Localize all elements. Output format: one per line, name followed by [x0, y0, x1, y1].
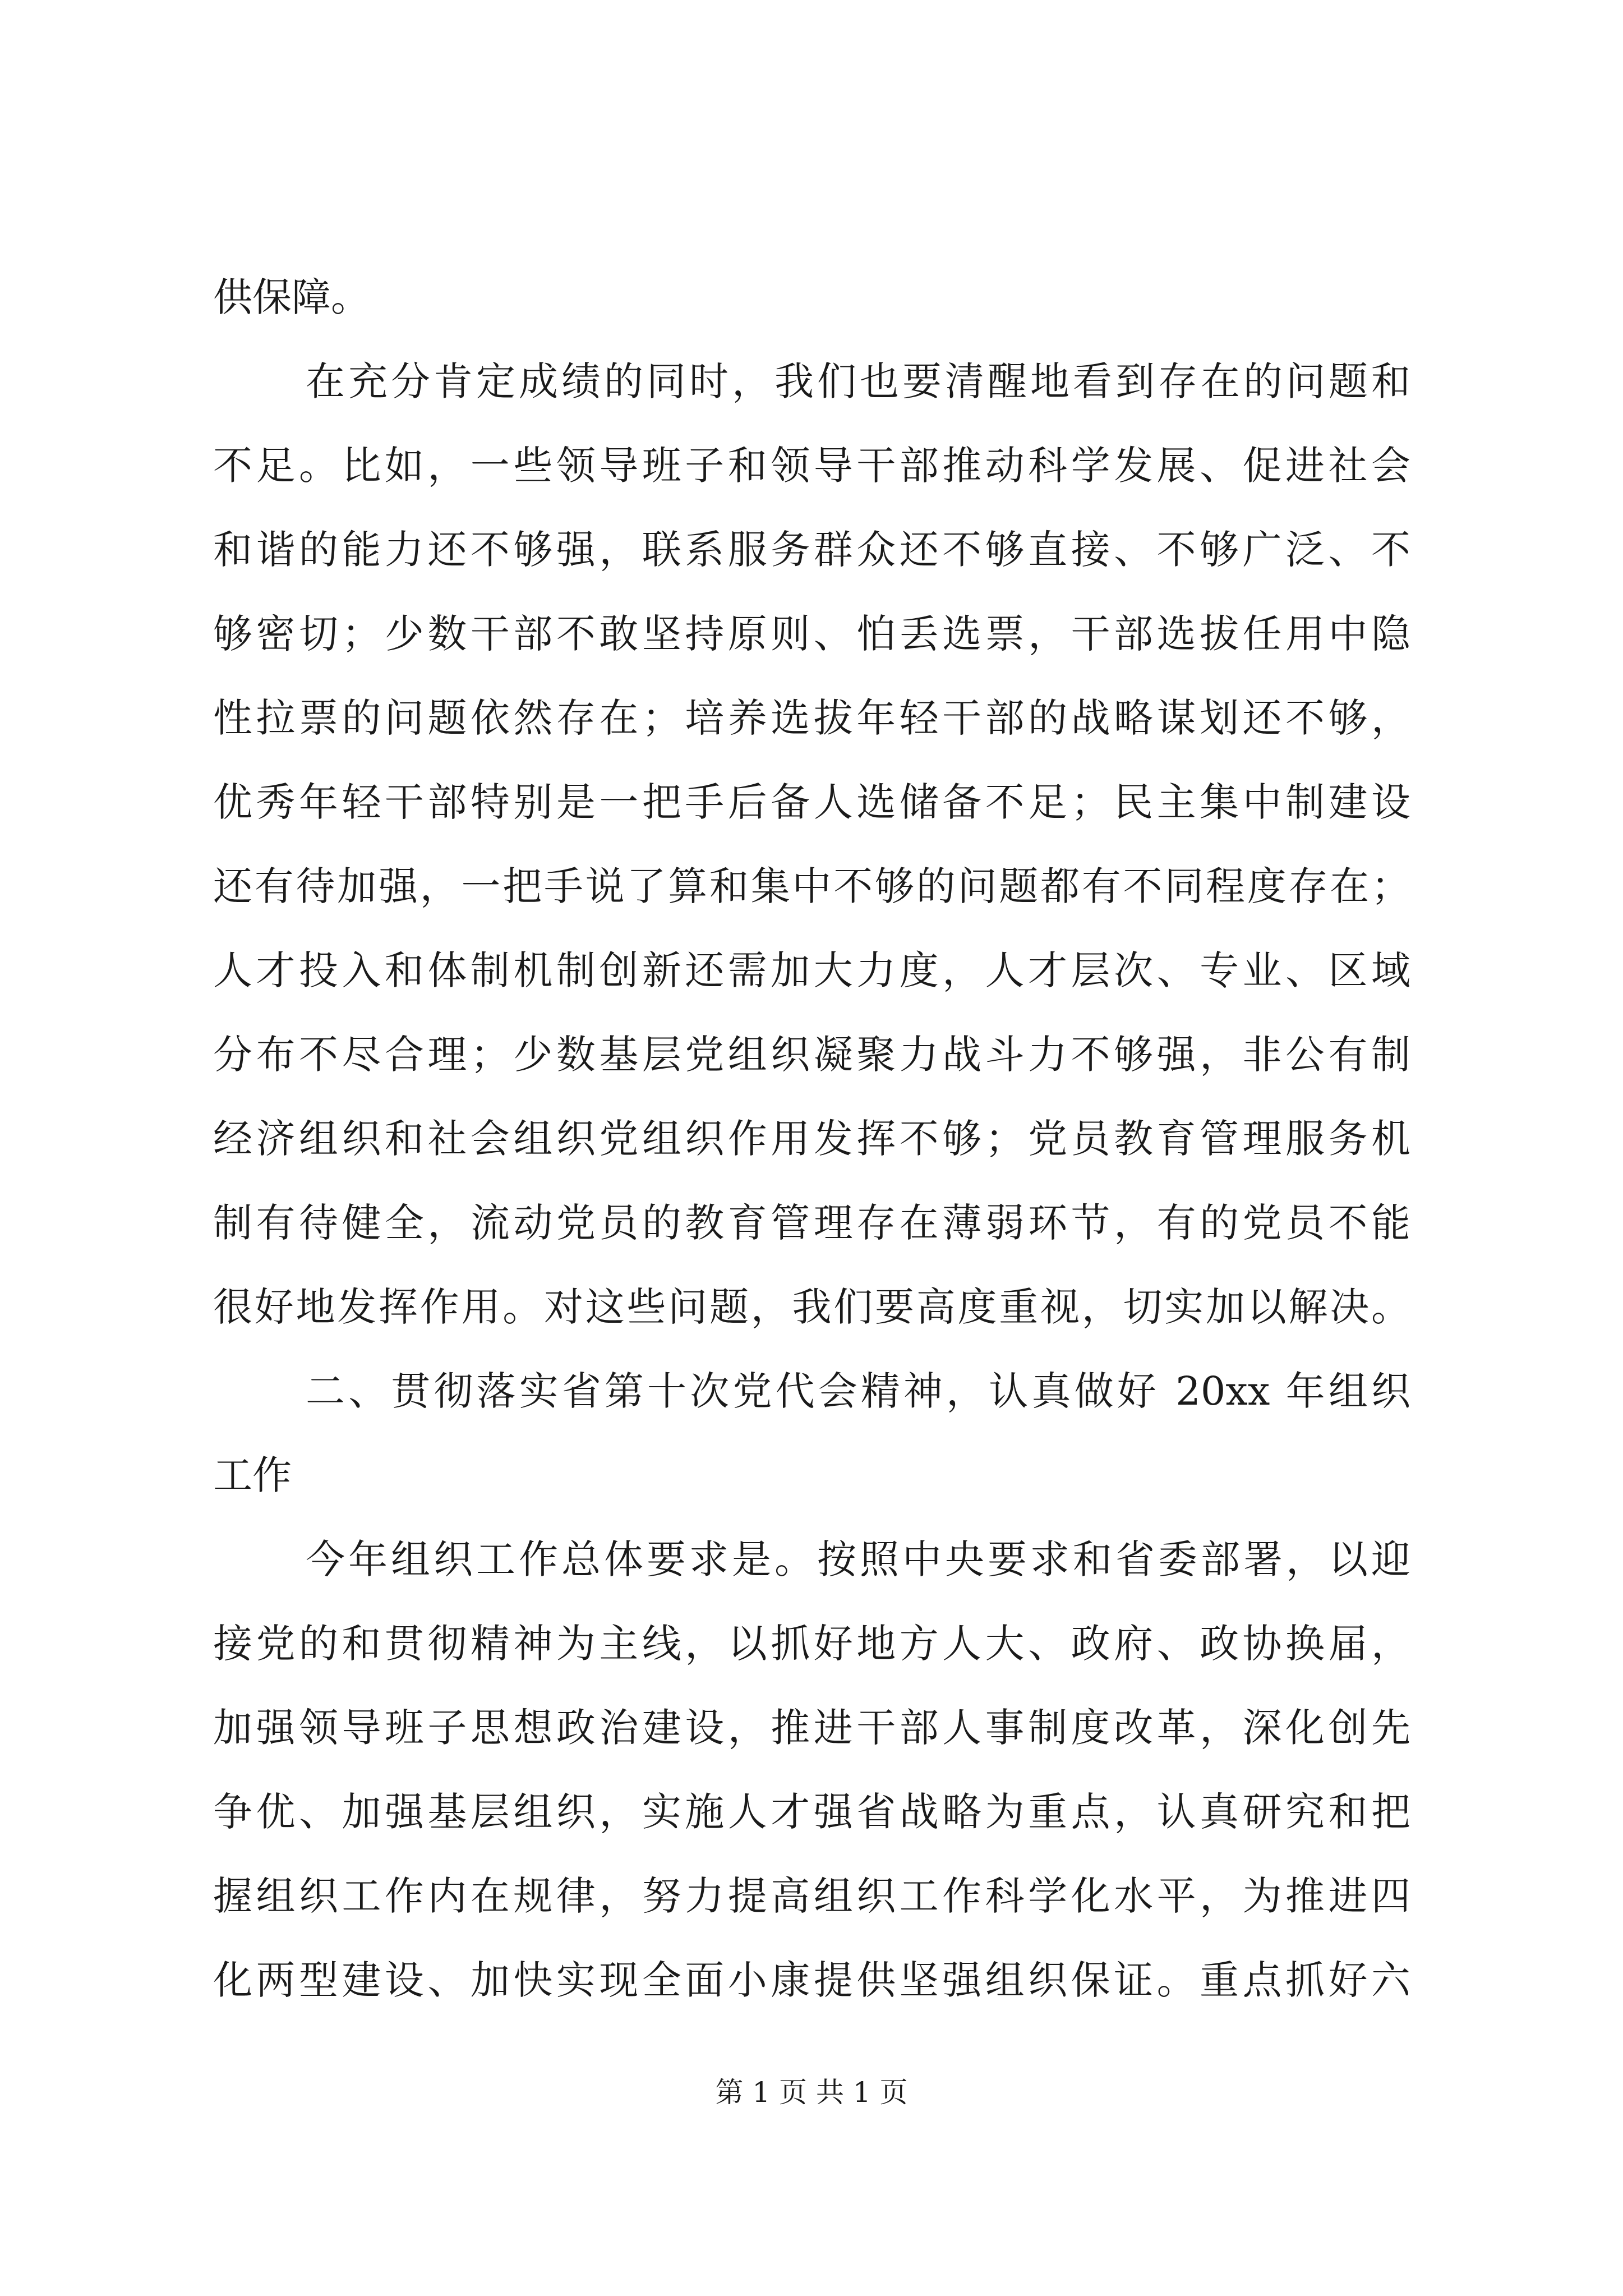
paragraph-start-line: 今年组织工作总体要求是。按照中央要求和省委部署，以迎: [306, 1536, 1410, 1582]
text-line: 争优、加强基层组织，实施人才强省战略为重点，认真研究和把: [213, 1789, 1410, 1835]
text-line: 制有待健全，流动党员的教育管理存在薄弱环节，有的党员不能: [213, 1200, 1410, 1246]
section-heading-line: 工作: [213, 1452, 292, 1498]
text-line: 优秀年轻干部特别是一把手后备人选储备不足；民主集中制建设: [213, 779, 1410, 825]
text-line: 接党的和贯彻精神为主线，以抓好地方人大、政府、政协换届，: [213, 1621, 1410, 1667]
text-line: 供保障。: [213, 274, 370, 320]
paragraph-start-line: 在充分肯定成绩的同时，我们也要清醒地看到存在的问题和: [306, 358, 1410, 404]
text-line: 经济组织和社会组织党组织作用发挥不够；党员教育管理服务机: [213, 1116, 1410, 1162]
text-line: 不足。比如，一些领导班子和领导干部推动科学发展、促进社会: [213, 443, 1410, 489]
text-line: 分布不尽合理；少数基层党组织凝聚力战斗力不够强，非公有制: [213, 1032, 1410, 1078]
text-line: 人才投入和体制机制创新还需加大力度，人才层次、专业、区域: [213, 947, 1410, 993]
section-heading-line: 二、贯彻落实省第十次党代会精神，认真做好 20xx 年组织: [306, 1368, 1410, 1414]
text-line: 够密切；少数干部不敢坚持原则、怕丢选票，干部选拔任用中隐: [213, 611, 1410, 657]
text-line: 加强领导班子思想政治建设，推进干部人事制度改革，深化创先: [213, 1705, 1410, 1751]
page-footer: 第 1 页 共 1 页: [715, 2076, 908, 2109]
text-line: 很好地发挥作用。对这些问题，我们要高度重视，切实加以解决。: [213, 1284, 1410, 1330]
text-line: 握组织工作内在规律，努力提高组织工作科学化水平，为推进四: [213, 1873, 1410, 1919]
text-line: 性拉票的问题依然存在；培养选拔年轻干部的战略谋划还不够，: [213, 695, 1410, 741]
text-line: 还有待加强，一把手说了算和集中不够的问题都有不同程度存在；: [213, 863, 1410, 909]
text-line: 化两型建设、加快实现全面小康提供坚强组织保证。重点抓好六: [213, 1957, 1410, 2003]
text-line: 和谐的能力还不够强，联系服务群众还不够直接、不够广泛、不: [213, 527, 1410, 573]
